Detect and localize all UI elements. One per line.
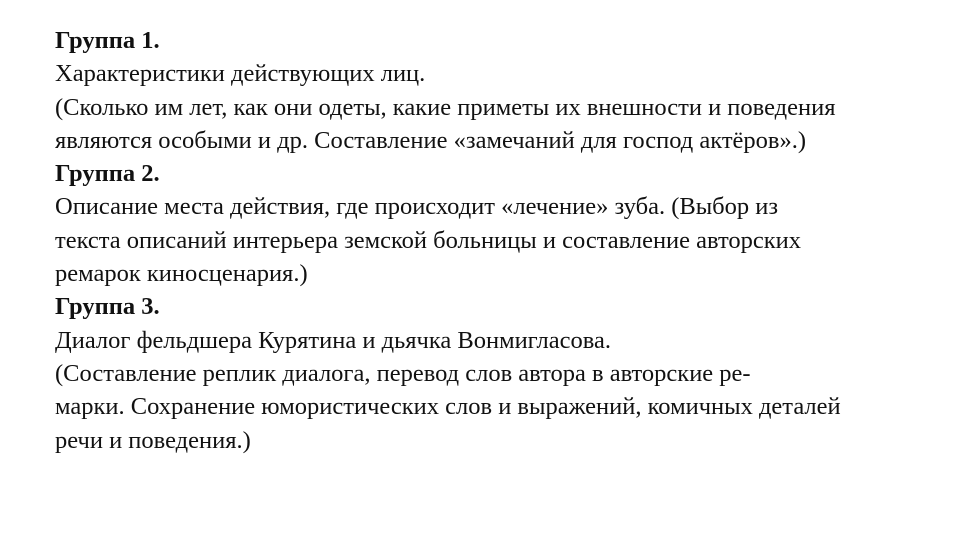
group-3-line-4: речи и поведения.) (55, 426, 251, 454)
group-1-line-2: (Сколько им лет, как они одеты, какие приметы их внешности и поведения (55, 93, 836, 121)
group-2-line-1: Описание места действия, где происходит «лечение» зуба. (Выбор из (55, 193, 779, 221)
group-1-line-3: являются особыми и др. Составление «замечаний для господ актёров».) (55, 126, 807, 154)
group-2-heading: Группа 2. (55, 160, 160, 188)
group-3-heading: Группа 3. (55, 293, 160, 321)
group-2-line-3: ремарок киносценария.) (55, 260, 308, 288)
group-1-line-1: Характеристики действующих лиц. (55, 60, 426, 88)
group-3-line-2: (Составление реплик диалога, перевод слов автора в авторские ре- (55, 359, 751, 387)
group-1-heading: Группа 1. (55, 27, 160, 54)
group-2-line-2: текста описаний интерьера земской больницы и составление авторских (55, 226, 802, 254)
text-block (55, 24, 945, 457)
group-3-line-3: марки. Сохранение юмористических слов и выражений, комичных деталей (55, 393, 841, 421)
group-3-line-1: Диалог фельдшера Курятина и дьячка Вонмигласова. (55, 326, 611, 354)
